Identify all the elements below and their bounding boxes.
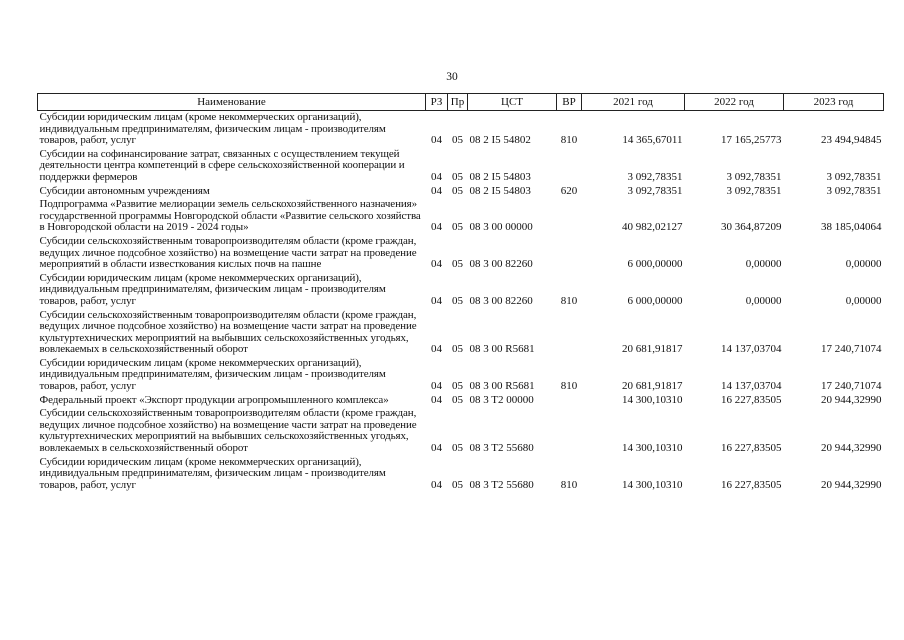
row-name: Субсидии сельскохозяйственным товаропроизводителям области (кроме граждан, ведущих личное подсобное хозяйство) на возмещение части затрат на проведение культуртехнических мероприятий на выбывших сельскохозяйственных угодьях, вовлекаемых в сельскохозяйственный оборот [39, 308, 417, 356]
row-2021: 3 092,78351 [627, 170, 683, 183]
row-pr: 05 [452, 170, 463, 183]
budget-table [37, 93, 884, 492]
row-rz: 04 [431, 184, 442, 197]
row-vr: 620 [560, 184, 578, 197]
table-row [38, 456, 884, 493]
row-rz: 04 [431, 134, 442, 147]
row-name: Федеральный проект «Экспорт продукции агропромышленного комплекса» [39, 393, 389, 406]
row-vr [557, 198, 582, 235]
row-2022: 0,00000 [745, 294, 782, 307]
page-number: 30 [446, 71, 458, 83]
header-2023: 2023 год [784, 94, 884, 111]
row-2022: 17 165,25773 [721, 134, 782, 147]
table-row [38, 309, 884, 357]
row-pr: 05 [452, 478, 463, 491]
row-pr: 05 [452, 184, 463, 197]
row-2023: 20 944,32990 [821, 442, 882, 455]
row-2021: 14 300,10310 [622, 478, 683, 491]
row-2022: 3 092,78351 [726, 170, 782, 183]
row-cst: 08 3 T2 00000 [469, 393, 534, 406]
table-row [38, 407, 884, 455]
row-2022: 16 227,83505 [721, 478, 782, 491]
table-body [38, 111, 884, 493]
header-2021: 2021 год [582, 94, 685, 111]
table-row [38, 111, 884, 148]
row-2023: 23 494,94845 [821, 134, 882, 147]
row-cst: 08 2 I5 54803 [469, 170, 531, 183]
table-row [38, 235, 884, 272]
table-row [38, 148, 884, 185]
row-pr: 05 [452, 442, 463, 455]
table-header [38, 94, 884, 111]
row-rz: 04 [431, 478, 442, 491]
row-2022: 16 227,83505 [721, 442, 782, 455]
row-name: Субсидии сельскохозяйственным товаропроизводителям области (кроме граждан, ведущих личное подсобное хозяйство) на возмещение части затрат на проведение культуртехнических мероприятий на выбывших сельскохозяйственных угодьях, вовлекаемых в сельскохозяйственный оборот [39, 407, 417, 455]
row-2022: 30 364,87209 [721, 221, 782, 234]
row-2021: 20 681,91817 [622, 343, 683, 356]
row-rz: 04 [431, 380, 442, 393]
row-rz: 04 [431, 221, 442, 234]
row-pr: 05 [452, 221, 463, 234]
header-cst: ЦСТ [468, 94, 557, 111]
row-name: Субсидии юридическим лицам (кроме некоммерческих организаций), индивидуальным предпринимателям, физическим лицам - производителям товаров, работ, услуг [39, 271, 386, 307]
header-vr: ВР [557, 94, 582, 111]
row-2023: 3 092,78351 [826, 170, 882, 183]
row-cst: 08 3 T2 55680 [469, 478, 534, 491]
row-cst: 08 3 00 R5681 [469, 380, 535, 393]
row-2022: 0,00000 [745, 258, 782, 271]
table-row [38, 272, 884, 309]
row-rz: 04 [431, 393, 442, 406]
row-cst: 08 3 00 82260 [469, 258, 533, 271]
row-cst: 08 3 T2 55680 [469, 442, 534, 455]
table-row [38, 185, 884, 199]
row-vr: 810 [560, 134, 578, 147]
row-2022: 16 227,83505 [721, 393, 782, 406]
row-2021: 20 681,91817 [622, 380, 683, 393]
row-2023: 20 944,32990 [821, 393, 882, 406]
row-cst: 08 3 00 82260 [469, 294, 533, 307]
row-2021: 6 000,00000 [627, 294, 683, 307]
row-rz: 04 [431, 343, 442, 356]
row-2021: 3 092,78351 [627, 184, 683, 197]
row-name: Субсидии автономным учреждениям [39, 184, 210, 197]
row-pr: 05 [452, 134, 463, 147]
row-vr [557, 309, 582, 357]
table-row [38, 198, 884, 235]
row-cst: 08 2 I5 54802 [469, 134, 531, 147]
row-2021: 14 365,67011 [622, 134, 683, 147]
header-2022: 2022 год [685, 94, 784, 111]
row-pr: 05 [452, 343, 463, 356]
row-rz: 04 [431, 258, 442, 271]
row-pr: 05 [452, 393, 463, 406]
row-rz: 04 [431, 442, 442, 455]
row-2021: 14 300,10310 [622, 393, 683, 406]
table-row [38, 394, 884, 408]
row-vr [557, 148, 582, 185]
row-name: Субсидии на софинансирование затрат, связанных с осуществлением текущей деятельности центра компетенций в сфере сельскохозяйственной кооперации и поддержки фермеров [39, 147, 405, 183]
row-pr: 05 [452, 258, 463, 271]
row-pr: 05 [452, 294, 463, 307]
row-vr: 810 [560, 478, 578, 491]
header-rz: РЗ [426, 94, 448, 111]
row-vr [557, 394, 582, 408]
row-cst: 08 2 I5 54803 [469, 184, 531, 197]
row-vr [557, 235, 582, 272]
row-rz: 04 [431, 170, 442, 183]
row-2023: 20 944,32990 [821, 478, 882, 491]
row-vr: 810 [560, 294, 578, 307]
row-2021: 14 300,10310 [622, 442, 683, 455]
row-vr [557, 407, 582, 455]
row-name: Подпрограмма «Развитие мелиорации земель сельскохозяйственного назначения» государственной программы Новгородской области «Развитие сельского хозяйства в Новгородской области на 2019 - 2024 годы» [39, 198, 421, 234]
row-pr: 05 [452, 380, 463, 393]
table-row [38, 357, 884, 394]
row-cst: 08 3 00 00000 [469, 221, 533, 234]
row-2023: 0,00000 [845, 258, 882, 271]
row-name: Субсидии юридическим лицам (кроме некоммерческих организаций), индивидуальным предпринимателям, физическим лицам - производителям товаров, работ, услуг [39, 455, 386, 491]
row-2023: 17 240,71074 [821, 343, 882, 356]
row-2023: 38 185,04064 [821, 221, 882, 234]
row-2023: 0,00000 [845, 294, 882, 307]
row-2023: 3 092,78351 [826, 184, 882, 197]
row-2021: 40 982,02127 [622, 221, 683, 234]
row-2022: 3 092,78351 [726, 184, 782, 197]
header-name: Наименование [38, 94, 426, 111]
row-name: Субсидии юридическим лицам (кроме некоммерческих организаций), индивидуальным предпринимателям, физическим лицам - производителям товаров, работ, услуг [39, 111, 386, 147]
row-2022: 14 137,03704 [721, 343, 782, 356]
header-pr: Пр [448, 94, 468, 111]
row-name: Субсидии юридическим лицам (кроме некоммерческих организаций), индивидуальным предпринимателям, физическим лицам - производителям товаров, работ, услуг [39, 356, 386, 393]
row-name: Субсидии сельскохозяйственным товаропроизводителям области (кроме граждан, ведущих личное подсобное хозяйство) на возмещение части затрат на проведение мероприятий в области известкования кислых почв на пашне [39, 234, 417, 271]
row-cst: 08 3 00 R5681 [469, 343, 535, 356]
row-2021: 6 000,00000 [627, 258, 683, 271]
row-2023: 17 240,71074 [821, 380, 882, 393]
row-vr: 810 [560, 380, 578, 393]
row-2022: 14 137,03704 [721, 380, 782, 393]
row-rz: 04 [431, 294, 442, 307]
